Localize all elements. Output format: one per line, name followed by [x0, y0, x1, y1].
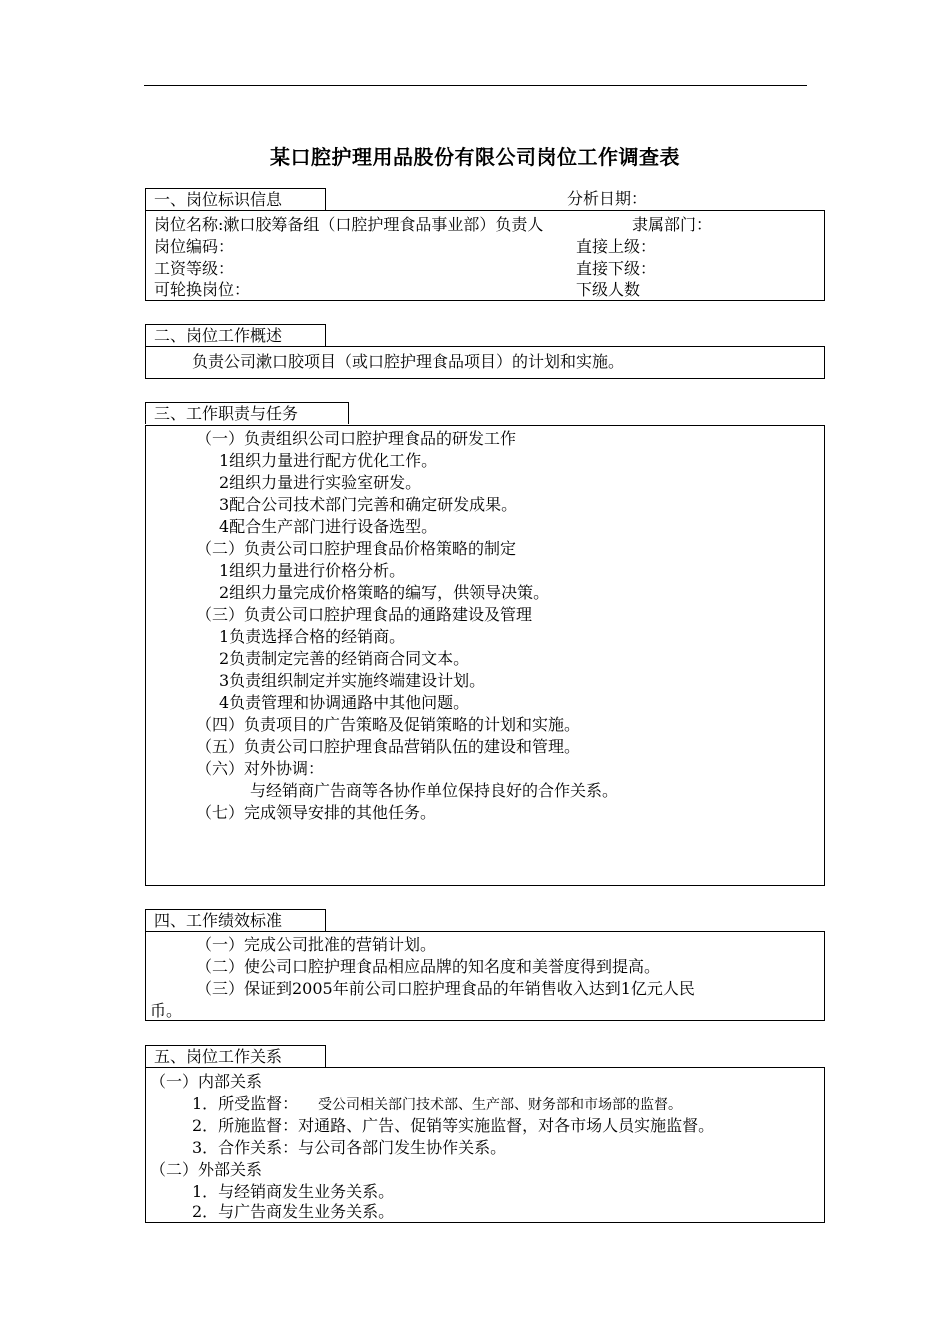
duty-item: （二）负责公司口腔护理食品价格策略的制定 — [196, 539, 517, 558]
salary-grade-field: 工资等级： — [154, 259, 235, 278]
duty-item: （七）完成领导安排的其他任务。 — [196, 803, 437, 822]
duty-subitem: 1组织力量进行价格分析。 — [219, 561, 406, 580]
duty-subitem: 3负责组织制定并实施终端建设计划。 — [219, 671, 486, 690]
analysis-date-label: 分析日期： — [567, 189, 648, 208]
direct-superior-field: 直接上级： — [576, 237, 657, 256]
department-field: 隶属部门： — [632, 215, 713, 234]
job-overview-text: 负责公司漱口胶项目（或口腔护理食品项目）的计划和实施。 — [192, 352, 625, 371]
section3-box — [145, 425, 825, 886]
duty-subitem: 2组织力量完成价格策略的编写，供领导决策。 — [219, 583, 550, 602]
position-name-field: 岗位名称:漱口胶筹备组（口腔护理食品事业部）负责人 — [154, 215, 544, 234]
relation-item: 2．与广告商发生业务关系。 — [192, 1202, 395, 1221]
duty-subitem: 4配合生产部门进行设备选型。 — [219, 517, 438, 536]
performance-standard-item: （二）使公司口腔护理食品相应品牌的知名度和美誉度得到提高。 — [196, 957, 661, 976]
performance-standard-item: （一）完成公司批准的营销计划。 — [196, 935, 437, 954]
rotatable-position-field: 可轮换岗位： — [154, 280, 251, 299]
relation-item: 1．与经销商发生业务关系。 — [192, 1182, 395, 1201]
duty-subitem: 4负责管理和协调通路中其他问题。 — [219, 693, 470, 712]
section1-box — [145, 210, 825, 301]
section5-box — [145, 1067, 825, 1223]
position-code-field: 岗位编码： — [154, 237, 235, 256]
section2-box — [145, 346, 825, 379]
section4-heading: 四、工作绩效标准 — [145, 909, 326, 931]
relation-group: （一）内部关系 — [150, 1072, 263, 1091]
direct-subordinate-field: 直接下级： — [576, 259, 657, 278]
performance-standard-item: （三）保证到2005年前公司口腔护理食品的年销售收入达到1亿元人民 — [196, 979, 695, 998]
duty-item: （一）负责组织公司口腔护理食品的研发工作 — [196, 429, 517, 448]
duty-subitem: 1负责选择合格的经销商。 — [219, 627, 406, 646]
duty-subitem: 2负责制定完善的经销商合同文本。 — [219, 649, 470, 668]
section5-heading: 五、岗位工作关系 — [145, 1045, 326, 1067]
performance-standard-continuation: 币。 — [150, 1001, 183, 1020]
duty-item: （五）负责公司口腔护理食品营销队伍的建设和管理。 — [196, 737, 581, 756]
relation-item: 2．所施监督：对通路、广告、促销等实施监督，对各市场人员实施监督。 — [192, 1116, 715, 1135]
section4-box — [145, 931, 825, 1021]
duty-subitem: 与经销商广告商等各协作单位保持良好的合作关系。 — [250, 781, 619, 800]
relation-item-text: 受公司相关部门技术部、生产部、财务部和市场部的监督。 — [318, 1097, 682, 1113]
duty-subitem: 1组织力量进行配方优化工作。 — [219, 451, 438, 470]
header-rule — [144, 85, 807, 86]
duty-subitem: 3配合公司技术部门完善和确定研发成果。 — [219, 495, 518, 514]
section2-heading: 二、岗位工作概述 — [145, 324, 326, 346]
duty-subitem: 2组织力量进行实验室研发。 — [219, 473, 422, 492]
duty-item: （六）对外协调： — [196, 759, 325, 778]
duty-item: （四）负责项目的广告策略及促销策略的计划和实施。 — [196, 715, 581, 734]
relation-item-label: 1．所受监督： — [192, 1094, 299, 1113]
section1-heading: 一、岗位标识信息 — [145, 188, 326, 210]
subordinate-count-field: 下级人数 — [576, 280, 641, 299]
document-title: 某口腔护理用品股份有限公司岗位工作调查表 — [270, 145, 680, 169]
section3-heading: 三、工作职责与任务 — [145, 402, 349, 424]
duty-item: （三）负责公司口腔护理食品的通路建设及管理 — [196, 605, 533, 624]
relation-item: 3．合作关系：与公司各部门发生协作关系。 — [192, 1138, 507, 1157]
relation-group: （二）外部关系 — [150, 1160, 263, 1179]
